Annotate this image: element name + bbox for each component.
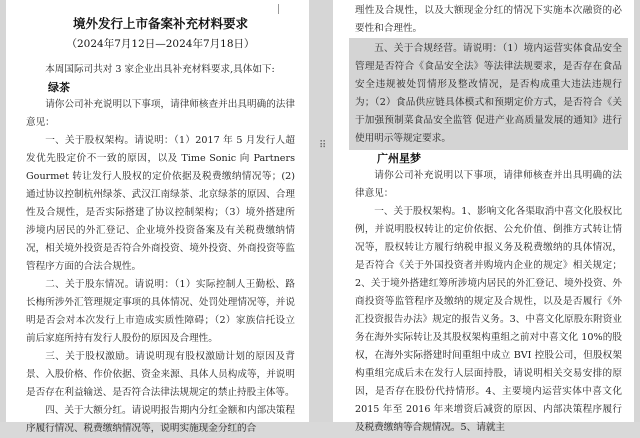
company-heading-lvcha: 绿茶 bbox=[48, 81, 70, 94]
page-corner-mark bbox=[355, 4, 364, 14]
request-paragraph-2: 请你公司补充说明以下事项，请律师核查并出具明确的法律意见： bbox=[355, 170, 622, 199]
document-title: 境外发行上市备案补充材料要求 bbox=[72, 16, 248, 31]
request-paragraph: 请你公司补充说明以下事项，请律师核查并出具明确的法律意见： bbox=[26, 99, 295, 128]
item-equity-structure: 一、关于股权架构。请说明：（1）2017 年 5 月发行人超发优先股定价不一致的原因，以及 Time Sonic 向 Partners Gourmet 转让发行人股权的定价依据及税费缴纳情况等；(2)通过协议控制杭州绿茶、武汉江南绿茶、北京绿茶的原因、合理性及合规性，是否实际搭建了协议控制架构；（3）境外搭建所涉境内居民的外汇登记、企业境外投资备案及有关税费缴纳情况，相关境外投资是否符合外商投资、境外投资、外商投资等监管程序方面的合法合规性。 bbox=[26, 135, 295, 272]
item-compliance-highlighted[interactable]: 五、关于合规经营。请说明：（1）境内运营实体食品安全管理是否符合《食品安全法》等法律法规要求，是否存在食品安全违规被处罚情形及整改情况，是否构成重大违法违规行为；（2）食品供应链具体模式和预期定价方式，是否符合《关于加强预制菜食品安全监管 促进产业高质量发展的通知》进行使用明示等规定要求。 bbox=[349, 38, 628, 150]
document-date-range: （2024年7月12日—2024年7月18日） bbox=[66, 38, 255, 50]
item-shareholders: 二、关于股东情况。请说明：（1）实际控制人王勤松、路长梅所涉外汇管理规定事项的具体情况、处罚处理情况等，并说明是否会对本次发行上市造成实质性障碍；（2）家族信托设立前后家庭所持有发行人股份的原因及合理性。 bbox=[26, 279, 295, 344]
item-dividends: 四、关于大额分红。请说明报告期内分红金额和内部决策程序履行情况、税费缴纳情况等，说明实施现金分红的合 bbox=[26, 405, 295, 434]
intro-paragraph: 本周国际司共对 3 家企业出具补充材料要求,具体如下: bbox=[45, 64, 275, 75]
page-left bbox=[6, 0, 309, 434]
item-equity-incentive: 三、关于股权激励。请说明现有股权激励计划的原因及背景、入股价格、作价依据、资金来源、具体人员构成等，并说明是否存在利益输送、是否符合法律法规规定的禁止持股主体等。 bbox=[26, 351, 295, 398]
company-heading-guangzhou-xingmeng: 广州星梦 bbox=[377, 152, 421, 165]
page-right bbox=[333, 0, 634, 433]
dividends-continued: 理性及合规性，以及大额现金分红的情况下实施本次融资的必要性和合理性。 bbox=[355, 5, 622, 34]
drag-handle-icon[interactable]: ⠿ bbox=[319, 140, 326, 151]
page-corner-mark bbox=[278, 4, 287, 14]
item-equity-structure-2: 一、关于股权架构。1、影响文化各渠取消中喜文化股权比例，并说明股权转让的定价依据、公允价值、倒推方式转让情况等，股权转让方履行纳税申报义务及税费缴纳的具体情况，是否符合《关于外国投资者并购境内企业的规定》相关规定；2、关于境外搭建红筹所涉境内居民的外汇登记、境外投资、外商投资等监管程序及缴纳的规定及合规性，以及是否履行《外汇投资报告办法》规定的报告义务。3、中喜文化原股东附资业务在海外实际转让及其股权架构重组之前对中喜文化 10%的股权，在海外实际搭建时间重组中成立 BVI 控股公司，但股权架构重组完成后未在发行人层面持股，请说明相关交易安排的原因，是否存在股份代持情形。4、主要境内运营实体中喜文化 2015 年至 2016 年来增资后减资的原因、内部决策程序履行及税费缴纳等合规情况。5、请就主 bbox=[355, 206, 622, 433]
